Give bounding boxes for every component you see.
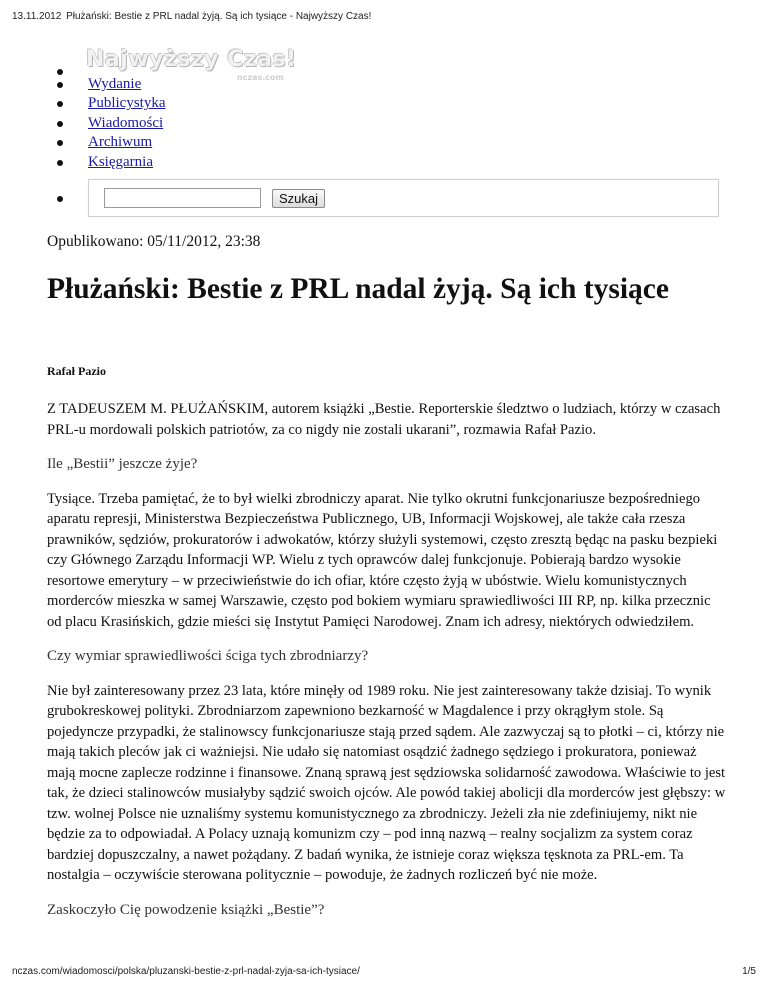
nav-item-wiadomosci — [0, 114, 768, 133]
article-body — [47, 399, 727, 934]
nav-item-publicystyka — [0, 94, 768, 113]
logo-domain: nczas.com — [237, 73, 284, 82]
print-page-number: 1/5 — [742, 966, 756, 977]
published-date: Opublikowano: 05/11/2012, 23:38 — [47, 233, 261, 250]
interview-question: Czy wymiar sprawiedliwości ściga tych zbrodniarzy? — [47, 648, 369, 664]
logo-wordmark: Najwyższy Czas! — [86, 47, 297, 72]
nav-item-ksiegarnia — [0, 153, 768, 172]
search-form — [88, 179, 719, 217]
bullet-icon — [57, 121, 63, 127]
search-button[interactable]: Szukaj — [272, 189, 325, 208]
nav-item-archiwum — [0, 133, 768, 152]
interview-question: Ile „Bestii” jeszcze żyje? — [47, 456, 198, 472]
interview-answer: Tysiące. Trzeba pamiętać, że to był wielki zbrodniczy aparat. Nie tylko okrutni funkcjonariusze bezpośredniego aparatu represji, Ministerstwa Bezpieczeństwa Publicznego, UB, Informacji Wojskowej, ale także cała rzesza prawników, sędziów, prokuratorów i adwokatów, którzy służyli systemowi, często zresztą będąc na pasku bezpieki czy Głównego Zarządu Informacji WP. Wielu z tych oprawców dalej funkcjonuje. Pobierają bardzo wysokie resortowe emerytury – w przeciwieństwie do ich ofiar, które często żyją w ubóstwie. Wielu komunistycznych morderców mieszka w samej Warszawie, często pod bokiem wymiaru sprawiedliwości III RP, np. kilka przecznic od placu Krasińskich, gdzie mieści się Instytut Pamięci Narodowej. Znam ich adresy, niektórych odwiedziłem. — [47, 490, 718, 630]
search-input[interactable] — [104, 188, 261, 208]
nav-item-search — [0, 179, 768, 219]
interview-question: Zaskoczyło Cię powodzenie książki „Bestie”? — [47, 901, 325, 918]
bullet-icon — [57, 101, 63, 107]
nav-list — [0, 48, 768, 219]
bullet-icon — [57, 160, 63, 166]
bullet-icon — [57, 140, 63, 146]
article-lead: Z TADEUSZEM M. PŁUŻAŃSKIM, autorem książki „Bestie. Reporterskie śledztwo o ludziach, którzy w czasach PRL-u mordowali polskich patriotów, za co nigdy nie zostali ukarani”, rozmawia Rafał Pazio. — [47, 401, 721, 438]
print-page-title: Płużański: Bestie z PRL nadal żyją. Są ich tysiące - Najwyższy Czas! — [66, 11, 372, 22]
print-footer — [12, 966, 756, 977]
logo-item — [0, 47, 768, 82]
print-date: 13.11.2012 — [12, 11, 62, 22]
nav-link-ksiegarnia[interactable]: Księgarnia — [88, 153, 153, 170]
nav-link-wydanie[interactable]: Wydanie — [88, 76, 142, 92]
article-title: Płużański: Bestie z PRL nadal żyją. Są ich tysiące — [47, 273, 669, 305]
site-navigation — [0, 48, 768, 219]
nav-link-publicystyka[interactable]: Publicystyka — [88, 95, 166, 112]
bullet-icon — [57, 82, 63, 88]
print-header — [12, 11, 371, 22]
nav-item-wydanie — [0, 75, 768, 94]
nav-link-archiwum[interactable]: Archiwum — [88, 134, 153, 151]
nav-link-wiadomosci[interactable]: Wiadomości — [88, 114, 164, 131]
article-author: Rafał Pazio — [47, 364, 106, 378]
interview-answer: Nie był zainteresowany przez 23 lata, które minęły od 1989 roku. Nie jest zainteresowany także dzisiaj. To wynik grubokreskowej polityki. Zbrodniarzom zapewniono bezkarność w Magdalence i przy okrągłym stole. Są pojedyncze przypadki, że stalinowscy funkcjonariusze stają przed sądem. Ale zazwyczaj są to płotki – ci, którzy nie mają takich pleców jak ci ważniejsi. Nie udało się natomiast osądzić żadnego sędziego i prokuratora, ponieważ mają mocne zaplecze rodzinne i finansowe. Znaną sprawą jest sędziowska solidarność zawodowa. Właściwie to jest tak, że dzieci stalinowców musiałyby sądzić swoich ojców. Ale powód takiej abolicji dla morderców jest głębszy: w tzw. wolnej Polsce nie uznaliśmy systemu komunistycznego za zbrodniczy. Jeżeli zła nie zdefiniujemy, nikt nie będzie za to odpowiadał. A Polacy uznają komunizm czy – pod inną nazwą – realny socjalizm za system coraz bardziej dopuszczalny, a nawet pożądany. Z badań wynika, że istnieje coraz większa tęsknota za PRL-em. Ta nostalgia – oczywiście sterowana politycznie – powoduje, że żadnych rozliczeń być nie może. — [47, 682, 726, 883]
print-url: nczas.com/wiadomosci/polska/pluzanski-bestie-z-prl-nadal-zyja-sa-ich-tysiace/ — [12, 966, 360, 977]
bullet-icon — [57, 196, 63, 202]
